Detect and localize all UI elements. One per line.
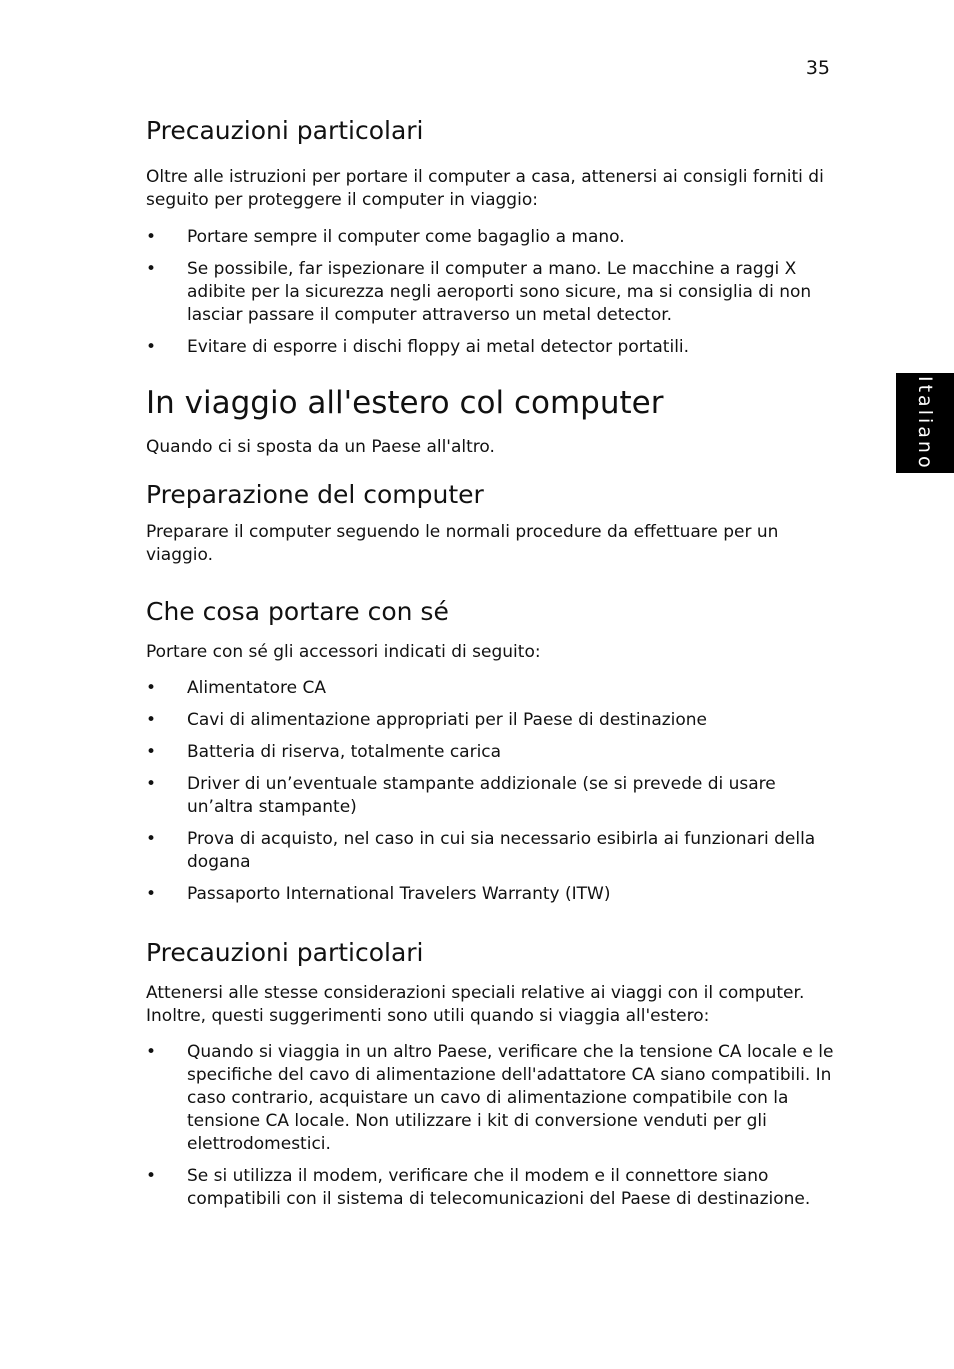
section-heading-what-to-bring: Che cosa portare con sé (146, 597, 449, 626)
section-heading-computer-preparation: Preparazione del computer (146, 480, 484, 509)
language-side-tab-label: Italiano (914, 375, 936, 471)
list-item: • Quando si viaggia in un altro Paese, verificare che la tensione CA locale e le specifiche del cavo di alimentazione dell'adattatore CA siano compatibili. In caso contrario, acquistare un cavo di alimentazione compatibile con la tensione CA locale. Non utilizzare i kit di conversione venduti per gli elettrodomestici. (146, 1041, 836, 1156)
list-item: • Driver di un’eventuale stampante addizionale (se si prevede di usare un’altra stampante) (146, 773, 836, 819)
section-intro-special-precautions: Oltre alle istruzioni per portare il computer a casa, attenersi ai consigli forniti di seguito per proteggere il computer in viaggio: (146, 167, 824, 210)
list-item: • Prova di acquisto, nel caso in cui sia necessario esibirla ai funzionari della dogana (146, 828, 836, 874)
list-item: • Portare sempre il computer come bagaglio a mano. (146, 226, 836, 249)
section-intro-what-to-bring: Portare con sé gli accessori indicati di seguito: (146, 642, 541, 662)
page-number: 35 (805, 57, 830, 79)
bullet-list-what-to-bring (146, 677, 836, 915)
list-item: • Passaporto International Travelers Warranty (ITW) (146, 883, 836, 906)
list-item: • Batteria di riserva, totalmente carica (146, 741, 836, 764)
section-intro-computer-preparation: Preparare il computer seguendo le normali procedure da effettuare per un viaggio. (146, 522, 779, 565)
list-item: • Alimentatore CA (146, 677, 836, 700)
list-item: • Evitare di esporre i dischi floppy ai metal detector portatili. (146, 336, 836, 359)
bullet-list-special-precautions-abroad (146, 1041, 836, 1220)
section-heading-special-precautions-abroad: Precauzioni particolari (146, 938, 424, 967)
language-side-tab (896, 373, 954, 473)
section-intro-traveling-abroad: Quando ci si sposta da un Paese all'altro. (146, 437, 495, 457)
section-heading-special-precautions: Precauzioni particolari (146, 116, 424, 145)
list-item: • Se si utilizza il modem, verificare che il modem e il connettore siano compatibili con il sistema di telecomunicazioni del Paese di destinazione. (146, 1165, 836, 1211)
section-intro-special-precautions-abroad: Attenersi alle stesse considerazioni speciali relative ai viaggi con il computer. Inoltre, questi suggerimenti sono utili quando si viaggia all'estero: (146, 983, 805, 1026)
list-item: • Se possibile, far ispezionare il computer a mano. Le macchine a raggi X adibite per la sicurezza negli aeroporti sono sicure, ma si consiglia di non lasciar passare il computer attraverso un metal detector. (146, 258, 836, 327)
bullet-list-special-precautions (146, 226, 836, 368)
page-title-traveling-abroad: In viaggio all'estero col computer (146, 385, 664, 421)
list-item: • Cavi di alimentazione appropriati per il Paese di destinazione (146, 709, 836, 732)
